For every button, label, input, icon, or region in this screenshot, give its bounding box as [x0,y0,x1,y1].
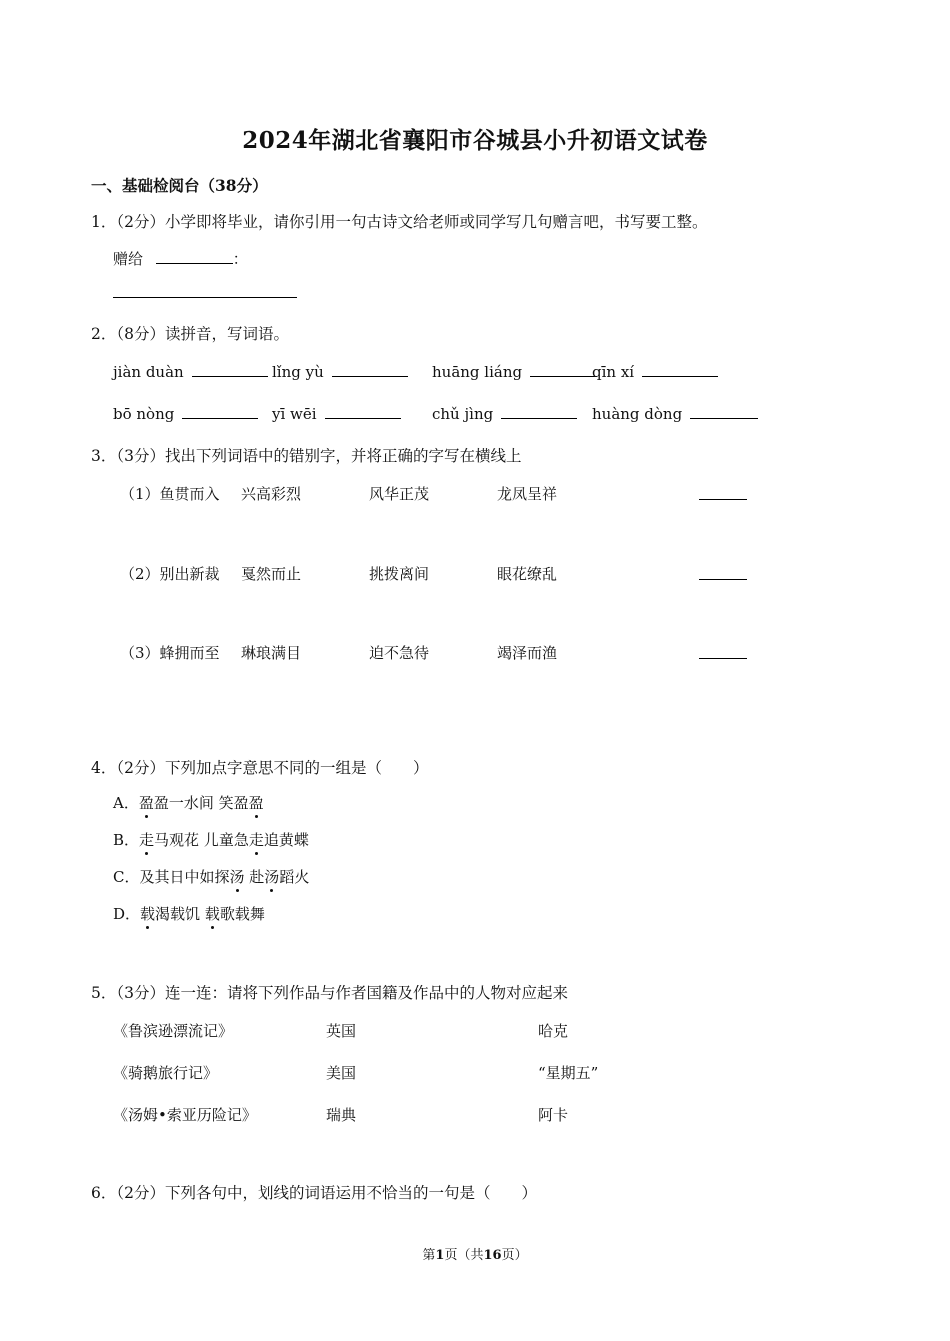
author-country[interactable]: 美国 [326,1064,357,1082]
question-4-stem: 4．（2分）下列加点字意思不同的一组是（ ） [91,759,429,777]
idiom-item: 龙凤呈祥 [497,485,558,503]
dotted-char: 汤 [264,868,280,886]
footer-text: 页） [501,1248,528,1263]
dotted-char: 载 [140,905,156,923]
dotted-char: 走 [248,831,264,849]
option-label: B． [113,831,140,849]
character-name[interactable]: “星期五” [538,1064,599,1082]
dotted-char: 盈 [248,794,264,812]
section-heading: 一、基础检阅台（38分） [91,176,268,195]
option-a[interactable] [113,792,264,813]
message-blank[interactable] [113,297,297,298]
character-name[interactable]: 阿卡 [538,1106,569,1124]
footer-text: 页（共 [444,1248,484,1263]
answer-blank[interactable] [530,376,597,377]
option-label: C． [113,868,140,886]
question-6-stem: 6．（2分）下列各句中，划线的词语运用不恰当的一句是（ ） [91,1184,537,1202]
dotted-char: 汤 [229,868,245,886]
question-5-stem: 5．（3分）连一连：请将下列作品与作者国籍及作品中的人物对应起来 [91,984,568,1002]
work-title[interactable]: 《骑鹅旅行记》 [113,1064,219,1082]
option-text: 歌载舞 [219,905,265,923]
pinyin-item [592,405,758,423]
pinyin-item [432,405,577,423]
idiom-item: 风华正茂 [369,485,430,503]
option-d[interactable] [113,903,265,924]
idiom-item: 迫不急待 [369,644,430,662]
pinyin-text: huāng liáng [432,363,523,381]
pinyin-text: lǐng yù [272,363,324,381]
idiom-item: 挑拨离间 [369,565,430,583]
work-title[interactable]: 《鲁滨逊漂流记》 [113,1022,234,1040]
answer-blank[interactable] [325,418,401,419]
pinyin-text: yī wēi [272,405,317,423]
idiom-item: 竭泽而渔 [497,644,558,662]
correction-blank[interactable] [699,499,747,500]
dedication-blank[interactable] [156,263,233,264]
character-name[interactable]: 哈克 [538,1022,569,1040]
option-text: 蹈火 [279,868,310,886]
pinyin-text: qīn xí [592,363,635,381]
pinyin-text: jiàn duàn [113,363,184,381]
question-1-stem: 1．（2分）小学即将毕业，请你引用一句古诗文给老师或同学写几句赠言吧，书写要工整。 [91,213,708,231]
idiom-item: （1）鱼贯而入 [120,485,220,503]
answer-blank[interactable] [192,376,268,377]
page-number: 1 [435,1248,445,1263]
question-3-stem: 3．（3分）找出下列词语中的错别字，并将正确的字写在横线上 [91,447,522,465]
option-text: 赴 [244,868,265,886]
footer-text: 第 [422,1248,436,1263]
correction-blank[interactable] [699,579,747,580]
answer-blank[interactable] [182,418,258,419]
idiom-item: 戛然而止 [241,565,302,583]
idiom-item: 兴高彩烈 [241,485,302,503]
option-text: 马观花 儿童急 [154,831,249,849]
dotted-char: 载 [204,905,220,923]
pinyin-item [272,405,401,423]
author-country[interactable]: 瑞典 [326,1106,357,1124]
pinyin-item [113,363,268,381]
pinyin-item [592,363,718,381]
answer-blank[interactable] [642,376,718,377]
page-title: 2024年湖北省襄阳市谷城县小升初语文试卷 [242,127,708,154]
option-b[interactable] [113,829,309,850]
option-text: 及其日中如探 [139,868,230,886]
total-pages: 16 [483,1248,502,1263]
pinyin-item [113,405,258,423]
question-1-answer-line [113,248,248,269]
idiom-item: 眼花缭乱 [497,565,558,583]
idiom-item: （3）蜂拥而至 [120,644,220,662]
option-text: 渴载饥 [155,905,205,923]
answer-blank[interactable] [501,418,577,419]
idiom-item: 琳琅满目 [241,644,302,662]
pinyin-text: huàng dòng [592,405,683,423]
dotted-char: 走 [139,831,155,849]
option-label: D． [113,905,141,923]
option-label: A． [113,794,139,812]
option-text: 追黄蝶 [263,831,309,849]
pinyin-text: bō nòng [113,405,175,423]
dotted-char: 盈 [138,794,154,812]
option-c[interactable] [113,866,309,887]
idiom-item: （2）别出新裁 [120,565,220,583]
page-footer [0,1244,950,1263]
author-country[interactable]: 英国 [326,1022,357,1040]
option-text: 盈一水间 笑盈 [153,794,249,812]
correction-blank[interactable] [699,658,747,659]
answer-blank[interactable] [332,376,408,377]
work-title[interactable]: 《汤姆•索亚历险记》 [113,1106,257,1124]
colon: ： [232,250,248,268]
pinyin-item [272,363,408,381]
pinyin-text: chǔ jìng [432,405,494,423]
dedication-label: 赠给 [113,250,144,268]
pinyin-item [432,363,597,381]
question-2-stem: 2．（8分）读拼音，写词语。 [91,325,289,343]
answer-blank[interactable] [690,418,758,419]
